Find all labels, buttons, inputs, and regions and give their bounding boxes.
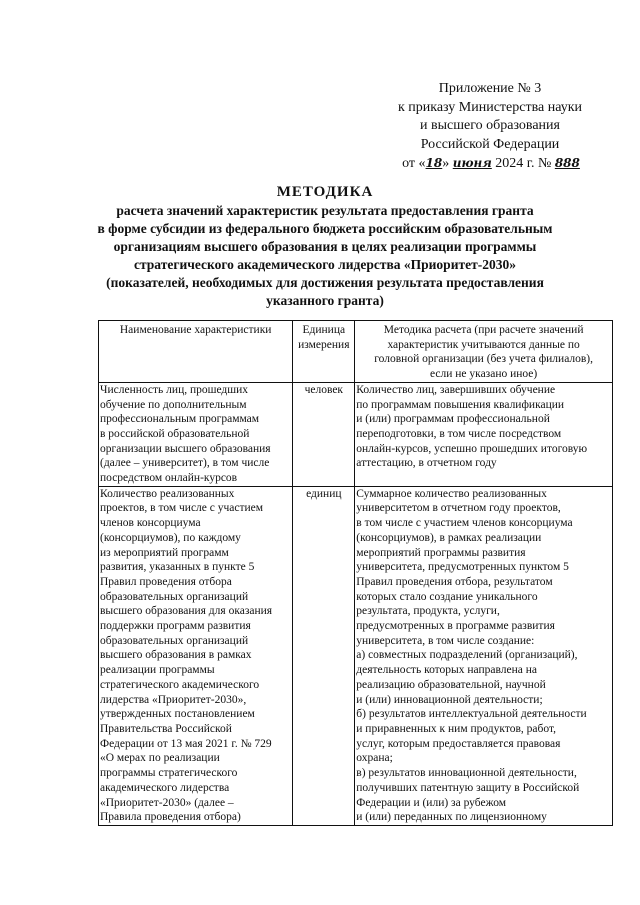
- handwritten-day: 18: [425, 156, 443, 170]
- characteristic-name-line: организации высшего образования: [100, 442, 271, 455]
- characteristic-name-line: поддержки программ развития: [100, 620, 251, 633]
- method-text-line: услуг, которым предоставляется правовая: [356, 737, 561, 750]
- characteristic-name-line: развития, указанных в пункте 5: [100, 561, 255, 574]
- appendix-country-line: Российской Федерации: [420, 136, 560, 152]
- characteristic-name-line: академического лидерства: [100, 781, 230, 794]
- method-text-line: деятельность которых направлена на: [356, 664, 538, 677]
- method-text-line: по программам повышения квалификации: [356, 398, 565, 411]
- characteristic-name-line: Правила проведения отбора): [100, 811, 241, 824]
- method-text-line: переподготовки, в том числе посредством: [356, 427, 562, 440]
- characteristic-name-line: посредством онлайн-курсов: [100, 472, 238, 485]
- method-text-line: и (или) инновационной деятельности;: [356, 693, 543, 706]
- method-text-line: а) совместных подразделений (организаций),: [356, 649, 578, 662]
- title-line: в форме субсидии из федерального бюджета российским образовательным: [97, 221, 553, 236]
- header-text-line: если не указано иное): [430, 368, 538, 381]
- characteristic-name-line: «О мерах по реализации: [100, 752, 220, 765]
- characteristic-name-line: Количество реализованных: [100, 487, 235, 500]
- method-text-line: Количество лиц, завершивших обучение: [356, 383, 556, 396]
- characteristic-name-line: из мероприятий программ: [100, 546, 229, 559]
- characteristic-name-line: Численность лиц, прошедших: [100, 383, 249, 396]
- method-text-line: в том числе с участием членов консорциума: [356, 517, 573, 530]
- method-text-line: университета, в том числе создание:: [356, 634, 535, 647]
- date-mid: »: [442, 156, 450, 171]
- handwritten-order-number: 888: [554, 156, 580, 170]
- characteristic-name-line: членов консорциума: [100, 517, 201, 530]
- date-prefix: от «: [402, 156, 426, 171]
- appendix-ministry-line: и высшего образования: [420, 118, 560, 133]
- table-row: [99, 486, 613, 825]
- method-text-line: получивших патентную защиту в Российской: [356, 781, 580, 794]
- appendix-header: [360, 80, 620, 174]
- header-unit: [293, 321, 355, 383]
- characteristic-name-line: стратегического академического: [100, 678, 260, 691]
- header-text-line: измерения: [298, 338, 350, 351]
- characteristic-name-line: Правил проведения отбора: [100, 575, 232, 588]
- title-main: МЕТОДИКА: [276, 184, 374, 200]
- document-title: [90, 183, 560, 310]
- method-text-line: аттестацию, в отчетном году: [356, 457, 497, 470]
- characteristic-name-line: программы стратегического: [100, 767, 238, 780]
- characteristic-name-line: (далее – университет), в том числе: [100, 457, 270, 470]
- title-line: указанного гранта): [266, 293, 384, 308]
- method-text-line: и (или) программам профессиональной: [356, 413, 550, 426]
- table-header-row: [99, 321, 613, 383]
- row-2-unit: единиц: [293, 486, 355, 825]
- method-text-line: Федерации и (или) за рубежом: [356, 796, 507, 809]
- header-text-line: характеристик учитываются данные по: [387, 338, 580, 351]
- header-characteristic-name: [99, 321, 293, 383]
- title-line: (показателей, необходимых для достижения результата предоставления: [106, 275, 544, 290]
- characteristic-name-line: образовательных организаций: [100, 590, 249, 603]
- characteristic-name-line: (консорциумов), по каждому: [100, 531, 241, 544]
- methodology-table: [98, 320, 613, 826]
- table-row: [99, 382, 613, 486]
- characteristic-name-line: образовательных организаций: [100, 634, 249, 647]
- characteristic-name-line: обучение по дополнительным: [100, 398, 247, 411]
- handwritten-month: июня: [452, 156, 492, 170]
- characteristic-name-line: реализации программы: [100, 664, 215, 677]
- title-line: организациям высшего образования в целях реализации программы: [113, 239, 537, 254]
- method-text-line: университета, предусмотренных пунктом 5: [356, 561, 569, 574]
- row-1-unit: человек: [293, 382, 355, 486]
- method-text-line: в) результатов инновационной деятельности,: [356, 767, 577, 780]
- characteristic-name-line: высшего образования в рамках: [100, 649, 252, 662]
- method-text-line: онлайн-курсов, успешно прошедших итоговую: [356, 442, 588, 455]
- appendix-order-line: к приказу Министерства науки: [397, 99, 583, 115]
- method-text-line: и приравненных к ним продуктов, работ,: [356, 722, 556, 735]
- method-text-line: которых стало создание уникального: [356, 590, 538, 603]
- header-text-line: головной организации (без учета филиалов),: [374, 353, 594, 366]
- characteristic-name-line: проектов, в том числе с участием: [100, 502, 264, 515]
- header-text-line: Методика расчета (при расчете значений: [383, 324, 584, 336]
- method-text-line: (консорциумов), в рамках реализации: [356, 531, 542, 544]
- method-text-line: Правил проведения отбора, результатом: [356, 575, 553, 588]
- characteristic-name-line: Правительства Российской: [100, 722, 232, 735]
- characteristic-name-line: утвержденных постановлением: [100, 708, 255, 721]
- method-text-line: б) результатов интеллектуальной деятельности: [356, 708, 587, 721]
- method-text-line: и (или) переданных по лицензионному: [356, 811, 547, 824]
- method-text-line: Суммарное количество реализованных: [356, 487, 547, 500]
- header-text-line: Наименование характеристики: [119, 324, 272, 336]
- method-text-line: мероприятий программы развития: [356, 546, 526, 559]
- method-text-line: университетом в отчетном году проектов,: [356, 502, 561, 515]
- header-method: [355, 321, 613, 383]
- characteristic-name-line: Федерации от 13 мая 2021 г. № 729: [100, 737, 272, 750]
- appendix-number: Приложение № 3: [438, 81, 542, 96]
- method-text-line: реализацию образовательной, научной: [356, 678, 546, 691]
- title-line: стратегического академического лидерства «Приоритет-2030»: [134, 257, 516, 272]
- method-text-line: результата, продукта, услуги,: [356, 605, 500, 618]
- method-text-line: предусмотренных в программе развития: [356, 620, 555, 633]
- characteristic-name-line: лидерства «Приоритет-2030»,: [100, 693, 247, 706]
- characteristic-name-line: профессиональным программам: [100, 413, 260, 426]
- method-text-line: охрана;: [356, 752, 393, 765]
- title-line: расчета значений характеристик результата предоставления гранта: [116, 203, 534, 218]
- characteristic-name-line: в российской образовательной: [100, 427, 250, 440]
- row-2-method: [355, 486, 613, 825]
- order-date-line: [360, 154, 620, 174]
- characteristic-name-line: «Приоритет-2030» (далее –: [100, 796, 234, 809]
- date-year: 2024 г. №: [495, 156, 552, 171]
- row-2-name: [99, 486, 293, 825]
- row-1-method: [355, 382, 613, 486]
- row-1-name: [99, 382, 293, 486]
- header-text-line: Единица: [302, 324, 346, 336]
- characteristic-name-line: высшего образования для оказания: [100, 605, 273, 618]
